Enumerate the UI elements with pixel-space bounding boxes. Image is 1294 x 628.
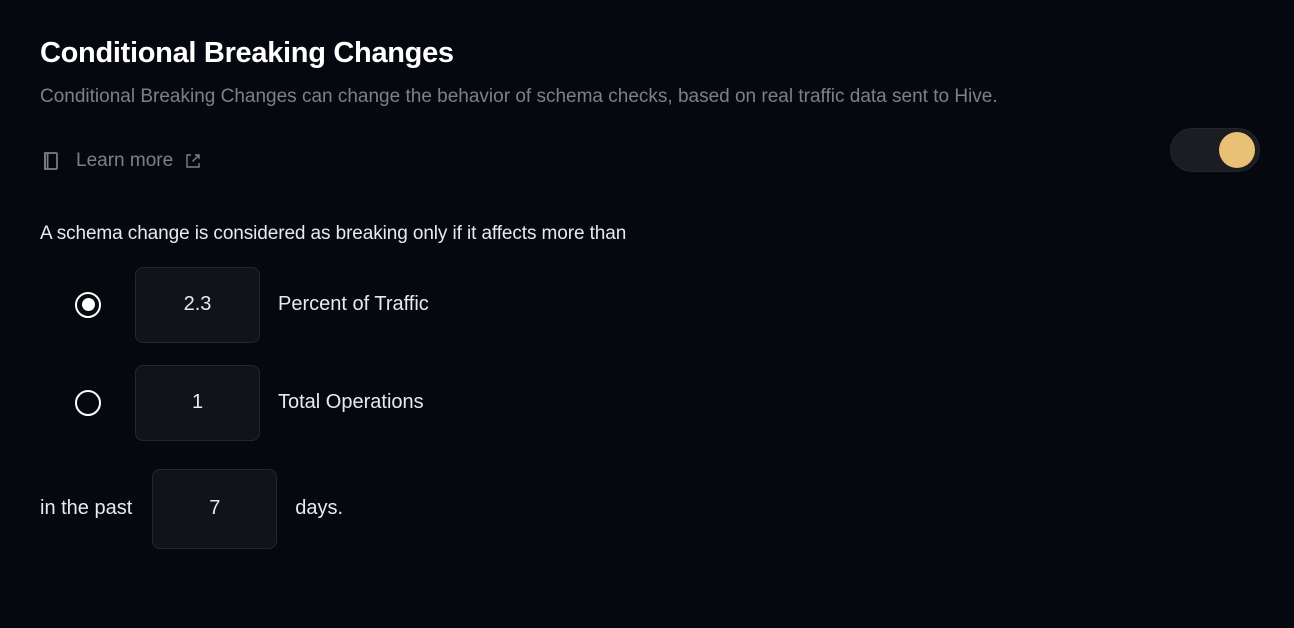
book-icon	[40, 149, 64, 173]
rule-statement: A schema change is considered as breaking only if it affects more than	[40, 222, 627, 244]
option-row-percentage	[40, 267, 1254, 343]
external-link-icon	[185, 153, 201, 169]
page-title: Conditional Breaking Changes	[40, 37, 454, 69]
toggle-container	[1170, 128, 1260, 172]
section-description: Conditional Breaking Changes can change the behavior of schema checks, based on real traffic data sent to Hive.	[40, 85, 998, 107]
period-prefix-label: in the past	[40, 497, 133, 520]
option-row-total-operations	[40, 365, 1254, 441]
percentage-input[interactable]	[135, 267, 260, 343]
total-operations-label: Total Operations	[278, 391, 424, 414]
radio-percentage[interactable]	[75, 292, 101, 318]
conditional-breaking-changes-toggle[interactable]	[1170, 128, 1260, 172]
radio-total-operations[interactable]	[75, 390, 101, 416]
toggle-knob	[1219, 132, 1255, 168]
total-operations-input[interactable]	[135, 365, 260, 441]
period-row	[40, 469, 1254, 549]
period-days-input[interactable]	[152, 469, 277, 549]
percentage-label: Percent of Traffic	[278, 293, 429, 316]
learn-more-link[interactable]	[40, 149, 201, 173]
learn-more-label: Learn more	[76, 149, 174, 171]
period-suffix-label: days.	[295, 497, 344, 520]
